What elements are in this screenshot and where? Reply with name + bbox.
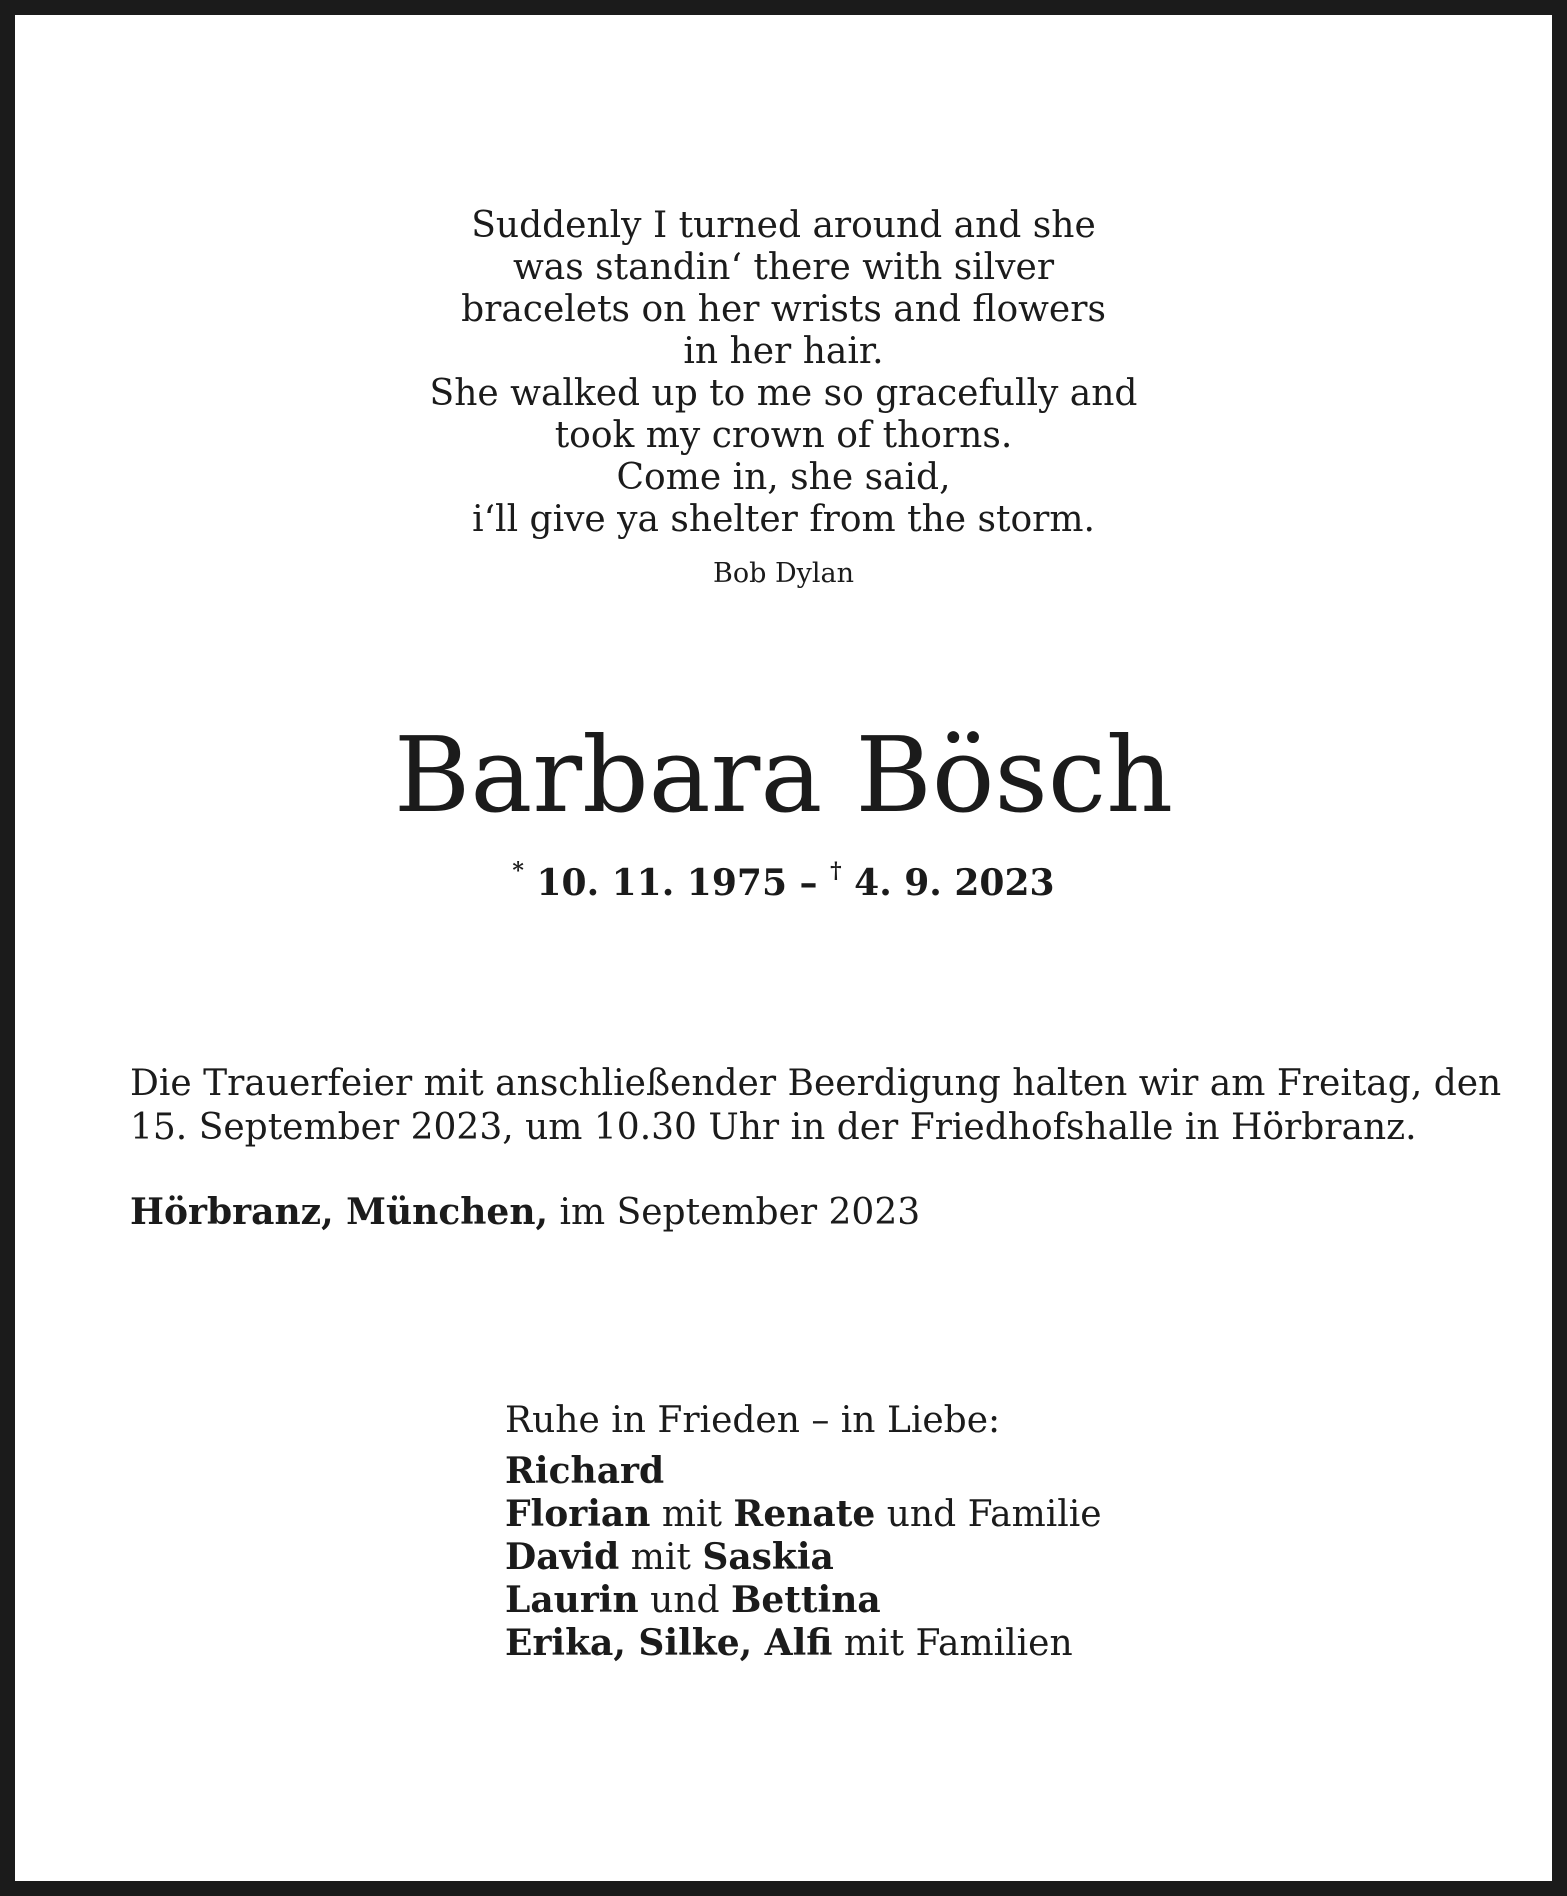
quote-block bbox=[0, 205, 1567, 541]
mourner-name: Florian bbox=[505, 1493, 651, 1535]
mourner-line bbox=[505, 1579, 1505, 1622]
mourner-connector: mit bbox=[619, 1537, 703, 1578]
birth-symbol: * bbox=[512, 858, 524, 884]
mourner-name: Richard bbox=[505, 1450, 665, 1492]
mourner-line bbox=[505, 1536, 1505, 1579]
mourner-line bbox=[505, 1450, 1505, 1493]
mourner-name: Erika, Silke, Alfi bbox=[505, 1622, 833, 1664]
quote-line: bracelets on her wrists and flowers bbox=[461, 289, 1106, 330]
quote-line: Suddenly I turned around and she bbox=[471, 205, 1096, 246]
mourner-line bbox=[505, 1622, 1505, 1665]
place-date: im September 2023 bbox=[548, 1192, 921, 1233]
mourner-name: Bettina bbox=[730, 1579, 881, 1621]
quote-line: in her hair. bbox=[683, 331, 884, 372]
ceremony-line: Die Trauerfeier mit anschließender Beerdigung halten wir am Freitag, den bbox=[130, 1063, 1502, 1104]
deceased-name: Barbara Bösch bbox=[393, 714, 1174, 836]
mourner-connector: und Familie bbox=[875, 1494, 1102, 1535]
place-names: Hörbranz, München, bbox=[130, 1191, 549, 1233]
ceremony-text bbox=[130, 1062, 1502, 1150]
quote-line: She walked up to me so gracefully and bbox=[429, 373, 1138, 414]
mourner-line bbox=[505, 1493, 1505, 1536]
place-and-date bbox=[130, 1190, 1450, 1235]
ceremony-line: 15. September 2023, um 10.30 Uhr in der Friedhofshalle in Hörbranz. bbox=[130, 1107, 1417, 1148]
mourner-connector: und bbox=[638, 1580, 731, 1621]
quote-line: took my crown of thorns. bbox=[554, 415, 1013, 456]
quote-author: Bob Dylan bbox=[713, 558, 854, 589]
mourner-connector: mit bbox=[650, 1494, 734, 1535]
mourner-name: Laurin bbox=[505, 1579, 639, 1621]
birth-date: 10. 11. 1975 bbox=[536, 862, 787, 904]
date-separator: – bbox=[787, 862, 831, 904]
death-symbol: † bbox=[830, 858, 842, 884]
mourner-name: Renate bbox=[733, 1493, 876, 1535]
quote-line: was standin‘ there with silver bbox=[512, 247, 1055, 288]
mourner-connector: mit Familien bbox=[832, 1623, 1073, 1664]
mourner-name: Saskia bbox=[702, 1536, 834, 1578]
mourners-block bbox=[505, 1400, 1505, 1665]
quote-line: i‘ll give ya shelter from the storm. bbox=[472, 499, 1095, 540]
life-dates bbox=[0, 853, 1567, 905]
mourner-name: David bbox=[505, 1536, 620, 1578]
death-date: 4. 9. 2023 bbox=[854, 862, 1055, 904]
mourners-intro: Ruhe in Frieden – in Liebe: bbox=[505, 1400, 1001, 1441]
quote-line: Come in, she said, bbox=[616, 457, 951, 498]
